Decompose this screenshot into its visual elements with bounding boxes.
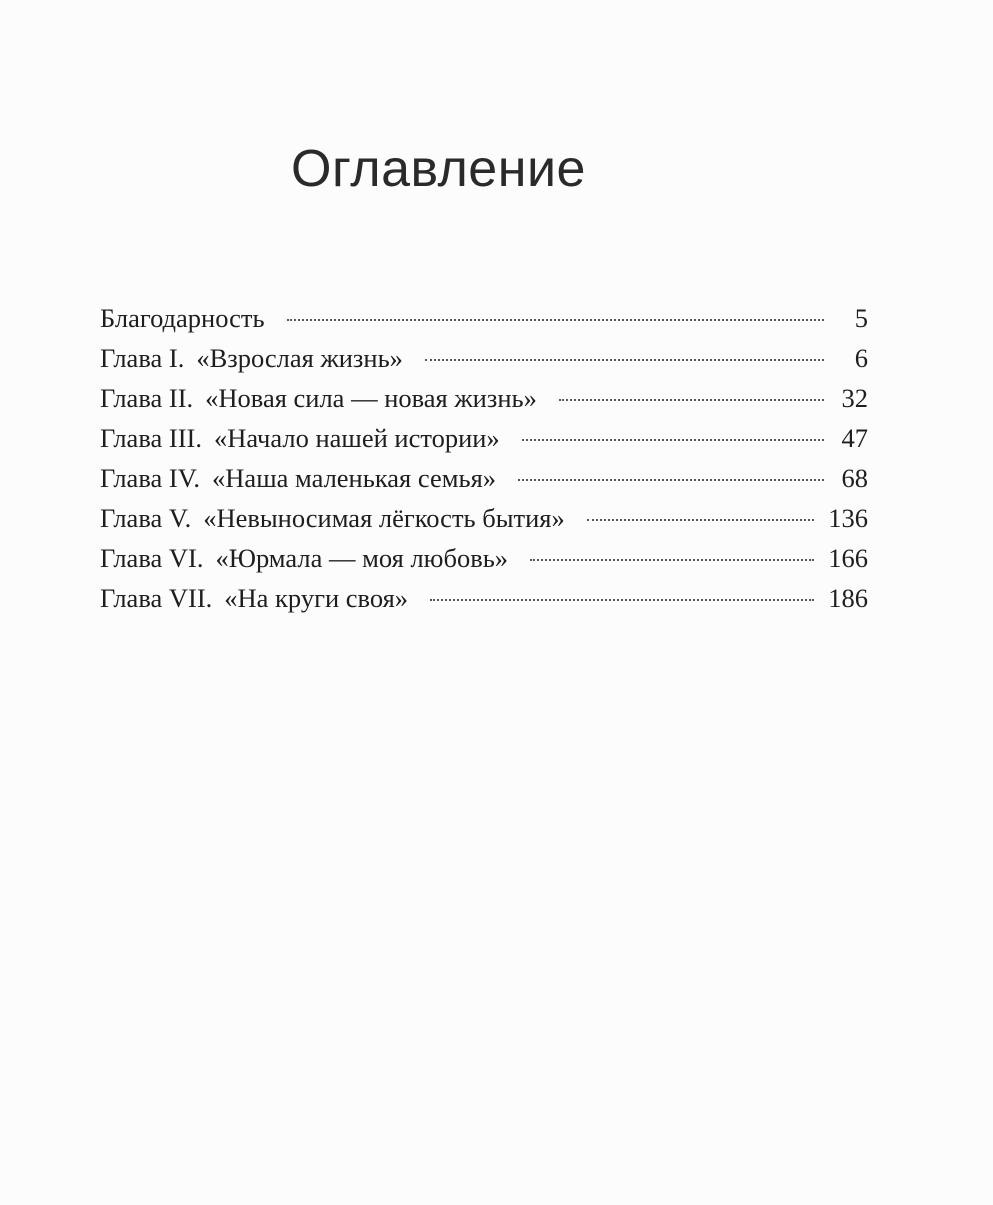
- toc-page-number: 32: [841, 383, 868, 413]
- toc-page-number: 68: [841, 463, 868, 493]
- dot-leader: [425, 359, 824, 361]
- toc-page-number: 6: [854, 343, 868, 373]
- toc-entry-name: «Невыносимая лёгкость бытия»: [203, 503, 565, 533]
- toc-entry-name: Благодарность: [100, 303, 265, 333]
- dot-leader: [587, 519, 815, 521]
- toc-entry: [100, 498, 868, 538]
- toc-entry-label: [100, 538, 508, 578]
- toc-entry: [100, 538, 868, 578]
- toc-entry: [100, 298, 868, 338]
- toc-chapter-number: Глава VII.: [100, 583, 213, 613]
- toc-chapter-number: Глава IV.: [100, 463, 201, 493]
- toc-entry: [100, 378, 868, 418]
- toc-chapter-number: Глава III.: [100, 423, 202, 453]
- toc-entry-name: «Взрослая жизнь»: [196, 343, 403, 373]
- toc-chapter-number: Глава I.: [100, 343, 185, 373]
- toc-entry: [100, 338, 868, 378]
- page-title: Оглавление: [291, 139, 586, 198]
- toc-entry-label: [100, 298, 265, 338]
- toc-entry: [100, 458, 868, 498]
- toc-entry-label: [100, 338, 403, 378]
- toc-entry-name: «Наша маленькая семья»: [212, 463, 497, 493]
- toc-page-number: 47: [841, 423, 868, 453]
- toc-entry: [100, 578, 868, 618]
- toc-page-number: 136: [828, 503, 868, 533]
- toc-page-number: 186: [828, 583, 868, 613]
- table-of-contents: [100, 298, 868, 618]
- toc-entry-name: «На круги своя»: [224, 583, 409, 613]
- toc-chapter-number: Глава II.: [100, 383, 194, 413]
- dot-leader: [530, 559, 814, 561]
- toc-entry-label: [100, 378, 537, 418]
- toc-entry-label: [100, 458, 496, 498]
- toc-chapter-number: Глава VI.: [100, 543, 204, 573]
- dot-leader: [430, 599, 814, 601]
- toc-entry-name: «Новая сила — новая жизнь»: [205, 383, 537, 413]
- toc-page-number: 166: [828, 543, 868, 573]
- dot-leader: [559, 399, 824, 401]
- toc-entry-name: «Юрмала — моя любовь»: [215, 543, 509, 573]
- toc-entry-label: [100, 578, 408, 618]
- toc-entry-label: [100, 418, 500, 458]
- toc-chapter-number: Глава V.: [100, 503, 192, 533]
- dot-leader: [287, 319, 824, 321]
- dot-leader: [518, 479, 824, 481]
- toc-entry-label: [100, 498, 565, 538]
- toc-entry: [100, 418, 868, 458]
- toc-page-number: 5: [854, 303, 868, 333]
- dot-leader: [522, 439, 824, 441]
- toc-entry-name: «Начало нашей истории»: [213, 423, 500, 453]
